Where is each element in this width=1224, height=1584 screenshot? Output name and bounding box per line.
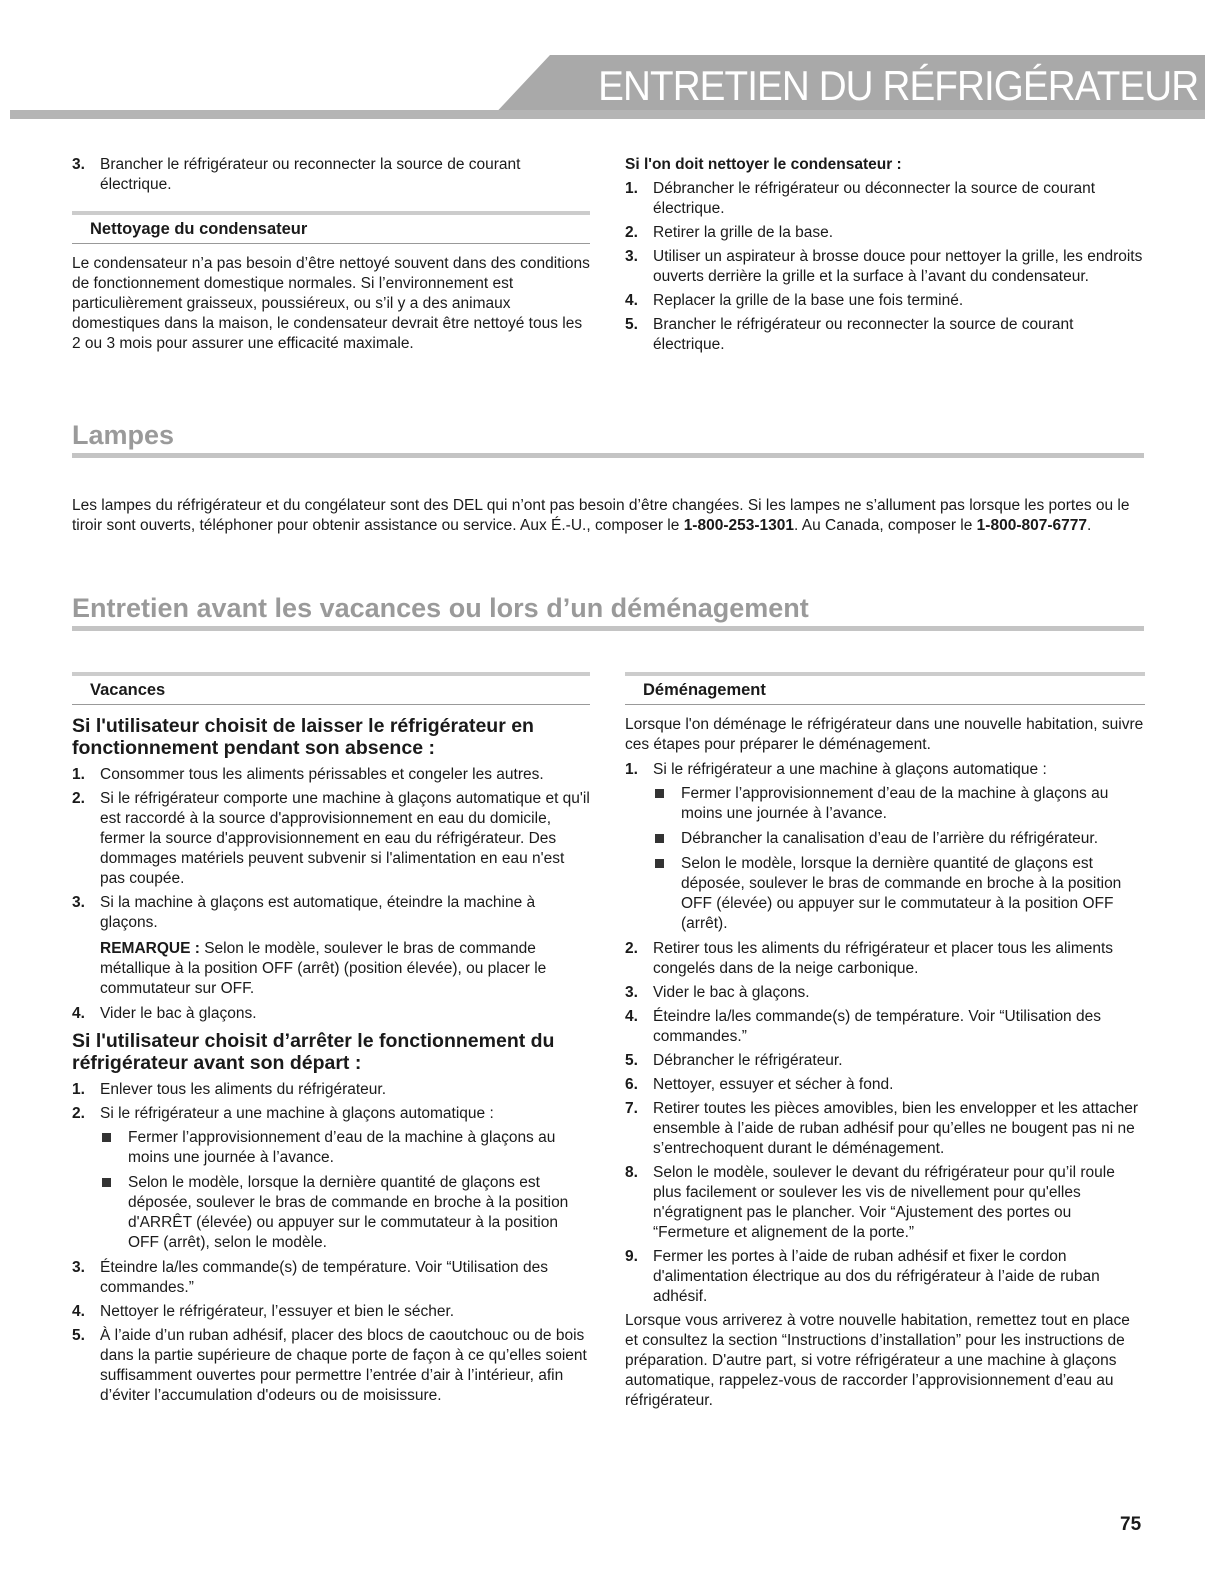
list-item: [625, 179, 1145, 219]
item-text: Selon le modèle, soulever le devant du réfrigérateur pour qu’il roule plus facilement or soulever les vis de nivellement pour qu'elles n'égratignent pas le plancher. Voir “Ajustement des portes ou “Fermeture et alignement de la porte.”: [653, 1164, 1115, 1241]
item-text: Fermer les portes à l’aide de ruban adhésif et fixer le cordon d'alimentation électrique au dos du réfrigérateur à l’aide de ruban adhésif.: [653, 1248, 1100, 1305]
clean-condenser-heading: Si l'on doit nettoyer le condensateur :: [625, 156, 902, 173]
item-text: Nettoyer, essuyer et sécher à fond.: [653, 1076, 894, 1093]
item-text: Si le réfrigérateur comporte une machine à glaçons automatique et qu'il est raccordé à la source d'approvisionnement en eau du domicile, fermer la source d'approvisionnement en eau du réfrigérateur. Des dommages matériels peuvent subvenir si l'alimentation en eau n'est pas coupée.: [100, 790, 590, 887]
text: . Au Canada, composer le: [794, 517, 977, 534]
item-number: 5.: [625, 316, 638, 333]
item-number: 4.: [72, 1303, 85, 1320]
note-label: REMARQUE :: [100, 940, 200, 957]
list-item: [625, 760, 1145, 780]
item-number: 3.: [625, 984, 638, 1001]
item-text: Éteindre la/les commande(s) de température. Voir “Utilisation des commandes.”: [100, 1259, 548, 1296]
item-text: Vider le bac à glaçons.: [653, 984, 810, 1001]
item-number: 4.: [625, 1008, 638, 1025]
text: Les lampes du réfrigérateur et du congélateur sont des DEL qui n’ont pas besoin d’être changées. Si les lampes ne s’allument pas lorsque les portes ou le tiroir sont ouverts, téléphoner pour obtenir assistance ou service. Aux É.-U., composer le: [72, 497, 1130, 534]
item-number: 2.: [72, 1105, 85, 1122]
list-item: [72, 1080, 590, 1100]
item-number: 9.: [625, 1248, 638, 1265]
list-item: [625, 1075, 1145, 1095]
list-item: [625, 939, 1145, 979]
intro-paragraph: Lorsque l'on déménage le réfrigérateur dans une nouvelle habitation, suivre ces étapes pour préparer le déménagement.: [625, 716, 1144, 753]
lampes-paragraph: [72, 496, 1144, 536]
item-text: Éteindre la/les commande(s) de température. Voir “Utilisation des commandes.”: [653, 1008, 1101, 1045]
lampes-heading: Lampes: [72, 425, 1144, 458]
note-text: Selon le modèle, soulever le bras de commande métallique à la position OFF (arrêt) (position élevée), ou placer le commutateur sur OFF.: [100, 940, 547, 997]
item-text: Retirer tous les aliments du réfrigérateur et placer tous les aliments congelés dans de la neige carbonique.: [653, 940, 1114, 977]
list-item: [625, 291, 1145, 311]
item-text: Débrancher le réfrigérateur ou déconnecter la source de courant électrique.: [653, 180, 1096, 217]
list-item: [625, 315, 1145, 355]
item-text: Replacer la grille de la base une fois terminé.: [653, 292, 964, 309]
bullet-item: Fermer l’approvisionnement d’eau de la machine à glaçons au moins une journée à l’avance.: [72, 1128, 590, 1168]
item-number: 2.: [625, 224, 638, 241]
list-item: [625, 1247, 1145, 1307]
text: .: [1086, 517, 1092, 534]
item-text: Consommer tous les aliments périssables et congeler les autres.: [100, 766, 544, 783]
item-number: 4.: [625, 292, 638, 309]
list-item: [72, 1104, 590, 1124]
item-text: À l’aide d’un ruban adhésif, placer des blocs de caoutchouc ou de bois dans la partie supérieure de chaque porte de façon à ce qu’elles soient suffisamment ouvertes pour permettre l’entrée d’air à l’intérieur, afin d’éviter l’accumulation d'odeurs ou de moisissure.: [100, 1327, 587, 1404]
vacances-heading: Vacances: [72, 672, 590, 705]
item-number: 2.: [72, 790, 85, 807]
list-item: [72, 1004, 590, 1024]
item-text: Nettoyer le réfrigérateur, l’essuyer et bien le sécher.: [100, 1303, 455, 1320]
item-number: 8.: [625, 1164, 638, 1181]
list-item: [72, 1302, 590, 1322]
bullet-item: Selon le modèle, lorsque la dernière quantité de glaçons est déposée, soulever le bras de commande en broche à la position OFF (élevée) ou appuyer sur le commutateur à la position OFF (arrêt).: [625, 854, 1145, 934]
bullet-item: Selon le modèle, lorsque la dernière quantité de glaçons est déposée, soulever le bras de commande en broche à la position d'ARRÊT (élevée) ou appuyer sur le commutateur à la position OFF (arrêt), selon le modèle.: [72, 1173, 590, 1253]
item-number: 5.: [625, 1052, 638, 1069]
item-number: 3.: [625, 248, 638, 265]
list-item: [72, 789, 590, 889]
list-item: [625, 1007, 1145, 1047]
list-item: [625, 247, 1145, 287]
phone-canada: 1-800-807-6777: [976, 517, 1087, 534]
item-text: Débrancher le réfrigérateur.: [653, 1052, 843, 1069]
item-text: Brancher le réfrigérateur ou reconnecter la source de courant électrique.: [100, 156, 521, 193]
entretien-heading: Entretien avant les vacances ou lors d’un déménagement: [72, 598, 1144, 631]
item-number: 2.: [625, 940, 638, 957]
item-number: 1.: [625, 761, 638, 778]
item-number: 1.: [72, 1081, 85, 1098]
item-number: 1.: [72, 766, 85, 783]
item-number: 6.: [625, 1076, 638, 1093]
bullet-item: Débrancher la canalisation d’eau de l’arrière du réfrigérateur.: [625, 829, 1145, 849]
item-text: Si le réfrigérateur a une machine à glaçons automatique :: [100, 1105, 494, 1122]
page-number: 75: [1120, 1514, 1142, 1535]
keep-running-heading: Si l'utilisateur choisit de laisser le réfrigérateur en fonctionnement pendant son absence :: [72, 715, 534, 759]
item-text: Utiliser un aspirateur à brosse douce pour nettoyer la grille, les endroits ouverts derrière la grille et la surface à l’avant du condensateur.: [653, 248, 1143, 285]
item-number: 3.: [72, 894, 85, 911]
list-item: [72, 893, 590, 999]
item-text: Vider le bac à glaçons.: [100, 1005, 257, 1022]
item-text: Si le réfrigérateur a une machine à glaçons automatique :: [653, 761, 1047, 778]
list-item: [625, 223, 1145, 243]
item-number: 4.: [72, 1005, 85, 1022]
stop-running-heading: Si l'utilisateur choisit d’arrêter le fonctionnement du réfrigérateur avant son départ :: [72, 1030, 555, 1074]
list-item: [625, 1163, 1145, 1243]
bullet-item: Fermer l’approvisionnement d’eau de la machine à glaçons au moins une journée à l’avance.: [625, 784, 1145, 824]
item-number: 3.: [72, 1259, 85, 1276]
item-text: Retirer toutes les pièces amovibles, bien les envelopper et les attacher ensemble à l’aide de ruban adhésif pour qu’elles ne bougent pas ni ne s’entrechoquent durant le déménagement.: [653, 1100, 1139, 1157]
item-number: 3.: [72, 156, 85, 173]
phone-us: 1-800-253-1301: [683, 517, 794, 534]
note: [100, 939, 590, 999]
list-item: [72, 765, 590, 785]
item-number: 1.: [625, 180, 638, 197]
list-item: [72, 1258, 590, 1298]
outro-paragraph: Lorsque vous arriverez à votre nouvelle habitation, remettez tout en place et consultez la section “Instructions d’installation” pour les instructions de préparation. D'autre part, si votre réfrigérateur a une machine à glaçons automatique, rappelez-vous de raccorder l’approvisionnement d’eau au réfrigérateur.: [625, 1312, 1130, 1409]
list-item: [625, 1099, 1145, 1159]
list-item: [72, 1326, 590, 1406]
demenagement-heading: Déménagement: [625, 672, 1145, 705]
item-text: Si la machine à glaçons est automatique, éteindre la machine à glaçons.: [100, 894, 536, 931]
list-item: [625, 1051, 1145, 1071]
list-item: [625, 983, 1145, 1003]
top-right-column: [625, 155, 1145, 359]
header-band: [10, 110, 1205, 119]
condenser-paragraph: Le condensateur n’a pas besoin d’être nettoyé souvent dans des conditions de fonctionnement domestique normales. Si l’environnement est particulièrement graisseux, poussiéreux, ou s’il y a des animaux domestiques dans la maison, le condensateur devrait être nettoyé tous les 2 ou 3 mois pour assurer une efficacité maximale.: [72, 255, 590, 352]
list-item: [72, 155, 590, 195]
item-number: 5.: [72, 1327, 85, 1344]
vacances-column: [72, 672, 590, 1410]
demenagement-column: [625, 672, 1145, 1416]
section-title: ENTRETIEN DU RÉFRIGÉRATEUR: [597, 62, 1198, 109]
item-text: Retirer la grille de la base.: [653, 224, 834, 241]
top-left-column: [72, 155, 590, 359]
condenser-heading: Nettoyage du condensateur: [72, 211, 590, 244]
item-number: 7.: [625, 1100, 638, 1117]
item-text: Enlever tous les aliments du réfrigérateur.: [100, 1081, 387, 1098]
item-text: Brancher le réfrigérateur ou reconnecter la source de courant électrique.: [653, 316, 1074, 353]
